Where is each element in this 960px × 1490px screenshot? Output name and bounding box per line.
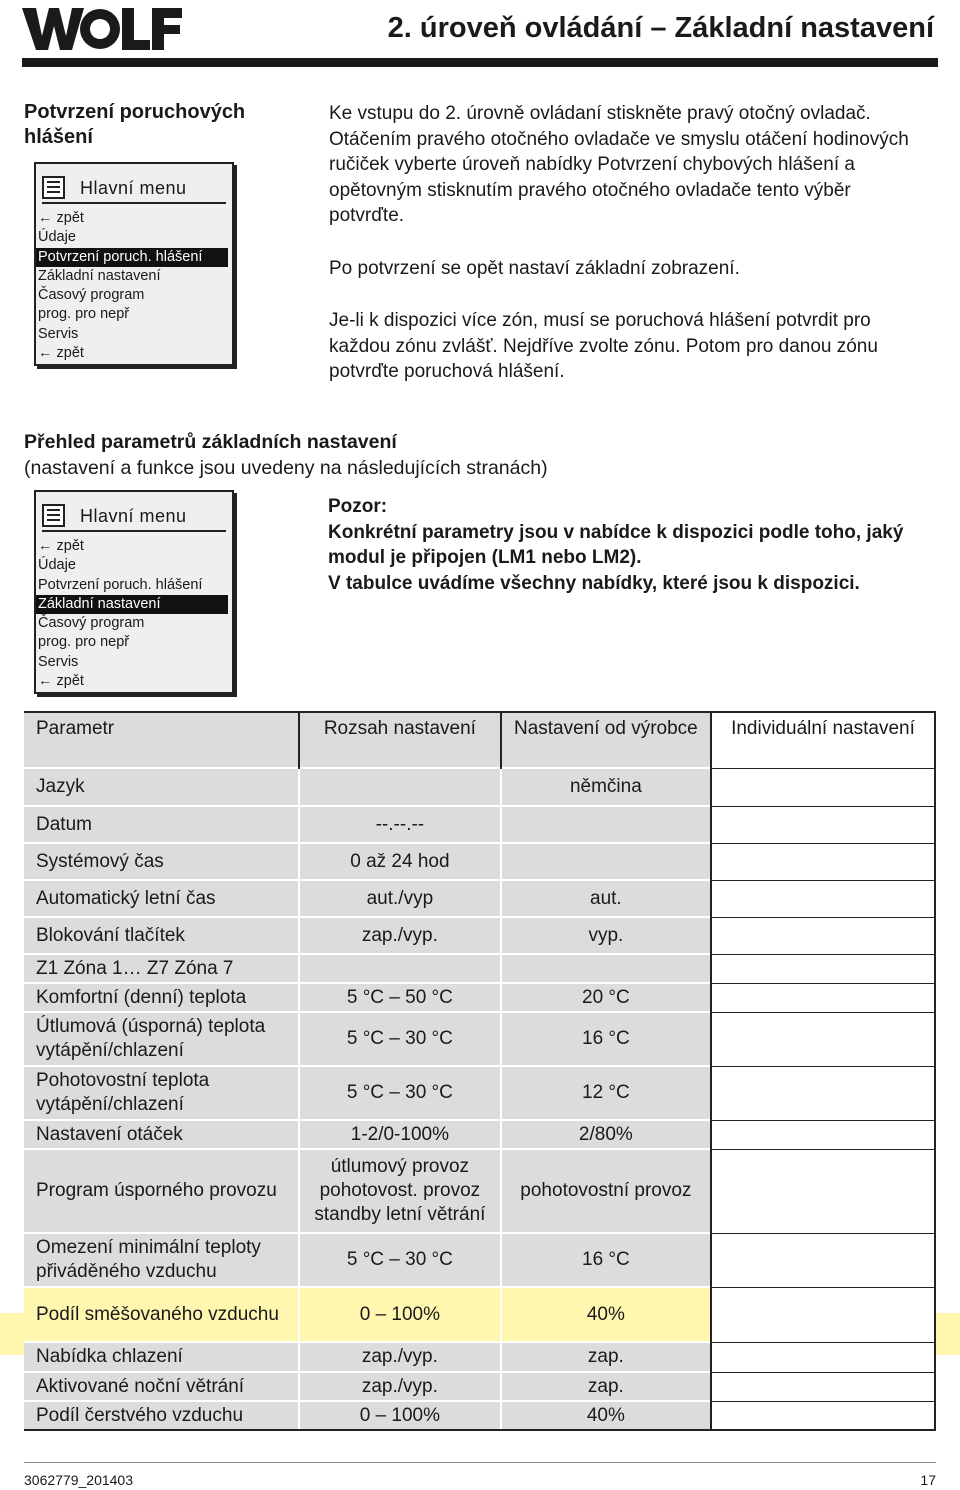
menu-item-data[interactable]: Údaje — [38, 557, 76, 574]
cell-range: 0 – 100% — [299, 1287, 501, 1342]
document-number: 3062779_201403 — [24, 1472, 134, 1488]
table-row — [24, 1012, 935, 1066]
cell-individual — [711, 806, 935, 843]
menu-item-time-program[interactable]: Časový program — [38, 615, 145, 632]
back-arrow-icon: ← — [38, 345, 53, 362]
cell-individual — [711, 1012, 935, 1066]
cell-individual — [711, 843, 935, 880]
cell-factory — [501, 806, 711, 843]
cell-individual — [711, 1149, 935, 1233]
header-rule — [22, 58, 938, 67]
table-row — [24, 768, 935, 806]
table-row — [24, 1342, 935, 1372]
cell-factory: 16 °C — [501, 1233, 711, 1287]
cell-parameter: Aktivované noční větrání — [24, 1372, 299, 1401]
cell-range — [299, 768, 501, 806]
cell-factory: 12 °C — [501, 1066, 711, 1120]
cell-parameter: Nastavení otáček — [24, 1120, 299, 1149]
menu-list-icon — [42, 504, 65, 527]
cell-factory: 20 °C — [501, 983, 711, 1012]
paragraph-instructions: Ke vstupu do 2. úrovně ovládaní stiskněte pravý otočný ovladač. Otáčením pravého otočného ovladače ve smyslu otáčení hodinových ručiček vyberte úroveň nabídky Potvrzení chybových hlášení a opětovným stisknutím pravého otočného ovladače tento výběr potvrďte. — [329, 103, 909, 226]
cell-parameter: Omezení minimální teploty přiváděného vzduchu — [24, 1233, 299, 1287]
page-number: 17 — [920, 1472, 936, 1488]
menu-item-absence-program[interactable]: prog. pro nepř — [38, 634, 130, 651]
note-text-all-menus: V tabulce uvádíme všechny nabídky, které jsou k dispozici. — [328, 572, 860, 594]
cell-factory — [501, 843, 711, 880]
menu-item-back-bottom[interactable]: ← zpět — [36, 672, 232, 691]
table-row — [24, 843, 935, 880]
menu-item-data[interactable]: Údaje — [38, 229, 76, 246]
cell-parameter: Z1 Zóna 1… Z7 Zóna 7 — [24, 954, 299, 983]
section-overview — [24, 429, 548, 481]
cell-factory: aut. — [501, 880, 711, 917]
section-subtitle: (nastavení a funkce jsou uvedeny na následujících stranách) — [24, 457, 548, 479]
menu-item-time-program[interactable]: Časový program — [38, 287, 145, 304]
header-individual: Individuální nastavení — [711, 712, 935, 768]
cell-parameter: Útlumová (úsporná) teplota vytápění/chlazení — [24, 1012, 299, 1066]
cell-individual — [711, 1342, 935, 1372]
cell-individual — [711, 880, 935, 917]
cell-parameter: Automatický letní čas — [24, 880, 299, 917]
section-title-fault-confirmation: Potvrzení poruchových hlášení — [24, 101, 246, 148]
cell-parameter: Systémový čas — [24, 843, 299, 880]
menu-list-icon — [42, 176, 65, 199]
menu-item-back[interactable]: ← zpět — [36, 537, 232, 556]
paragraph-after-confirm: Po potvrzení se opět nastaví základní zobrazení. — [329, 258, 740, 279]
note-label: Pozor: — [328, 496, 388, 517]
screen-title: Hlavní menu — [80, 178, 187, 198]
cell-individual — [711, 954, 935, 983]
cell-range: 5 °C – 30 °C — [299, 1233, 501, 1287]
cell-individual — [711, 1372, 935, 1401]
cell-factory: zap. — [501, 1342, 711, 1372]
cell-range: aut./vyp — [299, 880, 501, 917]
table-row — [24, 954, 935, 983]
cell-parameter: Datum — [24, 806, 299, 843]
menu-item-absence-program[interactable]: prog. pro nepř — [38, 306, 130, 323]
paragraph-zones: Je-li k dispozici více zón, musí se poruchová hlášení potvrdit pro každou zónu zvlášť. Nejdříve zvolte zónu. Potom pro danou zónu potvrďte poruchová hlášení. — [329, 310, 878, 382]
note-text-modules: Konkrétní parametry jsou v nabídce k dispozici podle toho, jaký modul je připojen (LM1 nebo LM2). — [328, 521, 904, 568]
menu-item-back[interactable]: ← zpět — [36, 209, 232, 228]
cell-range: 0 až 24 hod — [299, 843, 501, 880]
cell-range: 1-2/0-100% — [299, 1120, 501, 1149]
cell-parameter: Podíl směšovaného vzduchu — [24, 1287, 299, 1342]
table-header-row — [24, 712, 935, 768]
table-row — [24, 880, 935, 917]
cell-factory: vyp. — [501, 917, 711, 954]
back-arrow-icon: ← — [38, 538, 53, 554]
cell-range: útlumový provoz pohotovost. provoz standby letní větrání — [299, 1149, 501, 1233]
back-arrow-icon: ← — [38, 210, 53, 226]
cell-range — [299, 954, 501, 983]
cell-range: 5 °C – 50 °C — [299, 983, 501, 1012]
menu-item-fault-confirm[interactable]: Potvrzení poruch. hlášení — [38, 576, 203, 593]
cell-parameter: Nabídka chlazení — [24, 1342, 299, 1372]
table-row — [24, 1149, 935, 1233]
cell-parameter: Blokování tlačítek — [24, 917, 299, 954]
header-parameter: Parametr — [24, 712, 299, 768]
cell-individual — [711, 1401, 935, 1430]
cell-parameter: Podíl čerstvého vzduchu — [24, 1401, 299, 1430]
table-row — [24, 1287, 935, 1342]
table-row — [24, 1120, 935, 1149]
cell-factory: pohotovostní provoz — [501, 1149, 711, 1233]
cell-factory: němčina — [501, 768, 711, 806]
cell-range: 0 – 100% — [299, 1401, 501, 1430]
cell-parameter: Jazyk — [24, 768, 299, 806]
cell-individual — [711, 1233, 935, 1287]
back-arrow-icon: ← — [38, 673, 53, 690]
parameters-table — [24, 711, 936, 1431]
section-title-parameters: Přehled parametrů základních nastavení — [24, 431, 397, 453]
device-screen-1 — [34, 162, 234, 366]
menu-item-service[interactable]: Servis — [38, 653, 79, 670]
cell-range: 5 °C – 30 °C — [299, 1012, 501, 1066]
menu-item-service[interactable]: Servis — [38, 325, 79, 342]
cell-parameter: Komfortní (denní) teplota — [24, 983, 299, 1012]
cell-range: 5 °C – 30 °C — [299, 1066, 501, 1120]
table-row — [24, 1233, 935, 1287]
menu-item-fault-confirm-selected[interactable]: Potvrzení poruch. hlášení — [36, 248, 228, 267]
cell-individual — [711, 1120, 935, 1149]
screen-header — [42, 176, 226, 204]
menu-item-basic-settings[interactable]: Základní nastavení — [38, 267, 161, 284]
cell-range: zap./vyp. — [299, 1372, 501, 1401]
cell-factory: 40% — [501, 1401, 711, 1430]
menu-item-basic-settings-selected[interactable]: Základní nastavení — [36, 595, 228, 614]
screen-menu — [36, 537, 232, 691]
table-row — [24, 1401, 935, 1430]
cell-range: zap./vyp. — [299, 917, 501, 954]
footer-rule — [24, 1462, 936, 1463]
table-row — [24, 1066, 935, 1120]
cell-range: --.--.-- — [299, 806, 501, 843]
cell-individual — [711, 983, 935, 1012]
cell-individual — [711, 917, 935, 954]
screen-title: Hlavní menu — [80, 506, 187, 526]
table-row — [24, 917, 935, 954]
cell-factory: zap. — [501, 1372, 711, 1401]
cell-factory: 2/80% — [501, 1120, 711, 1149]
device-screen-2 — [34, 490, 234, 694]
cell-individual — [711, 1287, 935, 1342]
header-factory: Nastavení od výrobce — [501, 712, 711, 768]
screen-header — [42, 504, 226, 532]
cell-individual — [711, 768, 935, 806]
table-row — [24, 806, 935, 843]
cell-range: zap./vyp. — [299, 1342, 501, 1372]
screen-menu — [36, 209, 232, 363]
wolf-logo — [22, 6, 182, 52]
warning-note — [328, 494, 948, 596]
menu-item-back-bottom[interactable]: ← zpět — [36, 344, 232, 363]
cell-parameter: Pohotovostní teplota vytápění/chlazení — [24, 1066, 299, 1120]
table-row — [24, 1372, 935, 1401]
cell-individual — [711, 1066, 935, 1120]
cell-factory — [501, 954, 711, 983]
cell-parameter: Program úsporného provozu — [24, 1149, 299, 1233]
page-title: 2. úroveň ovládání – Základní nastavení — [387, 12, 934, 44]
cell-factory: 40% — [501, 1287, 711, 1342]
table-row — [24, 983, 935, 1012]
cell-factory: 16 °C — [501, 1012, 711, 1066]
header-range: Rozsah nastavení — [299, 712, 501, 768]
